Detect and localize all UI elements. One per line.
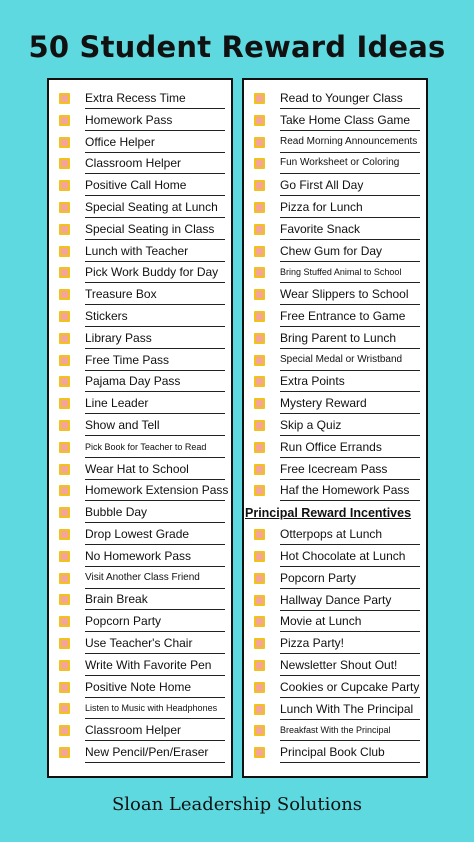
list-item-label: Stickers <box>85 309 225 327</box>
list-item-label: Pick Work Buddy for Day <box>85 265 225 283</box>
list-item <box>49 526 231 548</box>
checkbox[interactable] <box>59 180 70 191</box>
list-item-label: Treasure Box <box>85 287 225 305</box>
list-item <box>49 373 231 395</box>
checkbox[interactable] <box>254 180 265 191</box>
checkbox[interactable] <box>254 660 265 671</box>
list-item-label: Bring Parent to Lunch <box>280 331 420 349</box>
list-item <box>49 700 231 722</box>
list-item-label: Library Pass <box>85 331 225 349</box>
list-item-label: Listen to Music with Headphones <box>85 701 225 719</box>
list-item <box>49 155 231 177</box>
checkbox[interactable] <box>254 289 265 300</box>
checkbox[interactable] <box>254 398 265 409</box>
list-item-label: Wear Slippers to School <box>280 287 420 305</box>
list-item-label: Drop Lowest Grade <box>85 527 225 545</box>
list-item-label: Show and Tell <box>85 418 225 436</box>
checkbox[interactable] <box>254 616 265 627</box>
list-item <box>244 112 426 134</box>
list-item <box>244 373 426 395</box>
checkbox[interactable] <box>254 725 265 736</box>
list-item-label: Classroom Helper <box>85 156 225 174</box>
list-item-label: Positive Note Home <box>85 680 225 698</box>
checkbox[interactable] <box>59 442 70 453</box>
checkbox[interactable] <box>254 202 265 213</box>
list-item <box>49 461 231 483</box>
checkbox[interactable] <box>59 616 70 627</box>
list-item-label: Free Entrance to Game <box>280 309 420 327</box>
list-item <box>244 548 426 570</box>
list-item-label: Positive Call Home <box>85 178 225 196</box>
list-item <box>49 591 231 613</box>
checkbox[interactable] <box>254 573 265 584</box>
list-item <box>49 243 231 265</box>
checkbox[interactable] <box>254 485 265 496</box>
checkbox[interactable] <box>59 246 70 257</box>
list-item <box>49 722 231 744</box>
list-item <box>49 504 231 526</box>
list-item-label: Read to Younger Class <box>280 91 420 109</box>
list-item-label: Breakfast With the Principal <box>280 723 420 741</box>
list-item-label: Special Seating in Class <box>85 222 225 240</box>
checkbox[interactable] <box>59 376 70 387</box>
checkbox[interactable] <box>254 420 265 431</box>
list-item-label: Go First All Day <box>280 178 420 196</box>
list-item <box>244 526 426 548</box>
checkbox[interactable] <box>59 420 70 431</box>
checkbox[interactable] <box>59 202 70 213</box>
list-item-label: Newsletter Shout Out! <box>280 658 420 676</box>
list-item <box>49 482 231 504</box>
list-item-label: Special Medal or Wristband <box>280 353 420 371</box>
list-item <box>244 701 426 723</box>
list-item-label: New Pencil/Pen/Eraser <box>85 745 225 763</box>
right-reward-panel <box>242 78 428 778</box>
list-item <box>49 199 231 221</box>
list-item <box>244 635 426 657</box>
list-item <box>244 155 426 177</box>
list-item-label: Take Home Class Game <box>280 113 420 131</box>
list-item <box>244 199 426 221</box>
list-item <box>244 134 426 156</box>
list-item-label: Visit Another Class Friend <box>85 571 225 589</box>
checkbox[interactable] <box>59 93 70 104</box>
checkbox[interactable] <box>254 376 265 387</box>
list-item-label: Pizza Party! <box>280 636 420 654</box>
list-item-label: Mystery Reward <box>280 396 420 414</box>
list-item <box>49 613 231 635</box>
list-item <box>49 635 231 657</box>
list-item <box>49 286 231 308</box>
checkbox[interactable] <box>59 529 70 540</box>
list-item-label: Use Teacher's Chair <box>85 636 225 654</box>
list-item-label: Write With Favorite Pen <box>85 658 225 676</box>
list-item <box>244 395 426 417</box>
list-item-label: Skip a Quiz <box>280 418 420 436</box>
list-item <box>49 679 231 701</box>
list-item <box>49 308 231 330</box>
list-item <box>49 134 231 156</box>
list-item-label: Free Icecream Pass <box>280 462 420 480</box>
checkbox[interactable] <box>59 747 70 758</box>
list-item-label: Otterpops at Lunch <box>280 527 420 545</box>
list-item-label: Favorite Snack <box>280 222 420 240</box>
checkbox[interactable] <box>59 573 70 584</box>
list-item <box>49 548 231 570</box>
list-item-label: Line Leader <box>85 396 225 414</box>
list-item <box>244 330 426 352</box>
checkbox[interactable] <box>254 682 265 693</box>
list-item <box>244 286 426 308</box>
list-item <box>244 722 426 744</box>
list-item-label: Run Office Errands <box>280 440 420 458</box>
list-item-label: Extra Recess Time <box>85 91 225 109</box>
list-item <box>49 112 231 134</box>
checkbox[interactable] <box>59 333 70 344</box>
list-item-label: Popcorn Party <box>280 571 420 589</box>
checkbox[interactable] <box>59 398 70 409</box>
checkbox[interactable] <box>59 594 70 605</box>
list-item-label: Bubble Day <box>85 505 225 523</box>
checkbox[interactable] <box>59 224 70 235</box>
list-item-label: Bring Stuffed Animal to School <box>280 265 420 283</box>
checkbox[interactable] <box>254 595 265 606</box>
list-item <box>49 90 231 112</box>
checkbox[interactable] <box>254 464 265 475</box>
list-item-label: Special Seating at Lunch <box>85 200 225 218</box>
checkbox[interactable] <box>254 224 265 235</box>
list-item-label: Cookies or Cupcake Party <box>280 680 420 698</box>
checkbox[interactable] <box>254 267 265 278</box>
list-item <box>49 395 231 417</box>
checkbox[interactable] <box>59 289 70 300</box>
list-item <box>49 352 231 374</box>
checkbox[interactable] <box>59 158 70 169</box>
list-item-label: Read Morning Announcements <box>280 135 420 153</box>
list-item-label: Office Helper <box>85 135 225 153</box>
list-item-label: Homework Extension Pass <box>85 483 225 501</box>
checkbox[interactable] <box>59 267 70 278</box>
list-item-label: Haf the Homework Pass <box>280 483 420 501</box>
checkbox[interactable] <box>254 551 265 562</box>
list-item-label: Classroom Helper <box>85 723 225 741</box>
checkbox[interactable] <box>59 682 70 693</box>
checkbox[interactable] <box>254 355 265 366</box>
list-item <box>244 613 426 635</box>
checkbox[interactable] <box>59 660 70 671</box>
checkbox[interactable] <box>254 704 265 715</box>
list-item-label: Principal Book Club <box>280 745 420 763</box>
list-item <box>244 744 426 766</box>
list-item-label: Hallway Dance Party <box>280 593 420 611</box>
list-item-label: Chew Gum for Day <box>280 244 420 262</box>
list-item-label: Pajama Day Pass <box>85 374 225 392</box>
list-item <box>244 243 426 265</box>
list-item <box>49 177 231 199</box>
left-reward-panel <box>47 78 233 778</box>
list-item <box>244 308 426 330</box>
checkbox[interactable] <box>254 137 265 148</box>
list-item-label: Extra Points <box>280 374 420 392</box>
list-item <box>49 330 231 352</box>
list-item <box>49 744 231 766</box>
checkbox[interactable] <box>254 93 265 104</box>
checkbox[interactable] <box>254 246 265 257</box>
list-item <box>49 570 231 592</box>
list-item <box>244 439 426 461</box>
list-item-label: Brain Break <box>85 592 225 610</box>
checkbox[interactable] <box>59 725 70 736</box>
checkbox[interactable] <box>59 551 70 562</box>
footer-brand: Sloan Leadership Solutions <box>111 794 363 815</box>
list-item <box>49 417 231 439</box>
list-item <box>49 264 231 286</box>
checkbox[interactable] <box>254 442 265 453</box>
checkbox[interactable] <box>254 638 265 649</box>
list-item <box>49 439 231 461</box>
checkbox[interactable] <box>59 507 70 518</box>
list-item <box>49 221 231 243</box>
list-item <box>244 679 426 701</box>
list-item-label: Lunch with Teacher <box>85 244 225 262</box>
list-item-label: Homework Pass <box>85 113 225 131</box>
list-item-label: Lunch With The Principal <box>280 702 420 720</box>
list-item-label: Free Time Pass <box>85 353 225 371</box>
list-item <box>244 352 426 374</box>
list-item-label: Movie at Lunch <box>280 614 420 632</box>
checkbox[interactable] <box>254 158 265 169</box>
checkbox[interactable] <box>59 115 70 126</box>
list-item-label: Popcorn Party <box>85 614 225 632</box>
list-item <box>244 417 426 439</box>
checkbox[interactable] <box>254 529 265 540</box>
right-reward-list <box>244 90 426 766</box>
checkbox[interactable] <box>59 638 70 649</box>
checkbox[interactable] <box>59 703 70 714</box>
list-item-label: No Homework Pass <box>85 549 225 567</box>
list-item-label: Fun Worksheet or Coloring <box>280 156 420 174</box>
checkbox[interactable] <box>59 355 70 366</box>
list-item-label: Hot Chocolate at Lunch <box>280 549 420 567</box>
checkbox[interactable] <box>59 485 70 496</box>
list-item <box>49 657 231 679</box>
list-item <box>244 482 426 504</box>
section-heading-text: Principal Reward Incentives <box>245 506 412 521</box>
left-reward-list <box>49 90 231 766</box>
list-item-label: Pick Book for Teacher to Read <box>85 440 225 458</box>
list-item <box>244 461 426 483</box>
checkbox[interactable] <box>254 333 265 344</box>
list-item-label: Pizza for Lunch <box>280 200 420 218</box>
list-item <box>244 177 426 199</box>
checkbox[interactable] <box>59 464 70 475</box>
checkbox[interactable] <box>254 311 265 322</box>
principal-section-heading <box>244 504 426 526</box>
checkbox[interactable] <box>59 311 70 322</box>
list-item <box>244 592 426 614</box>
list-item <box>244 90 426 112</box>
list-item <box>244 221 426 243</box>
list-item <box>244 570 426 592</box>
checkbox[interactable] <box>254 115 265 126</box>
checkbox[interactable] <box>254 747 265 758</box>
page-title: 50 Student Reward Ideas <box>28 30 446 64</box>
list-item <box>244 657 426 679</box>
list-item-label: Wear Hat to School <box>85 462 225 480</box>
checkbox[interactable] <box>59 137 70 148</box>
list-item <box>244 264 426 286</box>
